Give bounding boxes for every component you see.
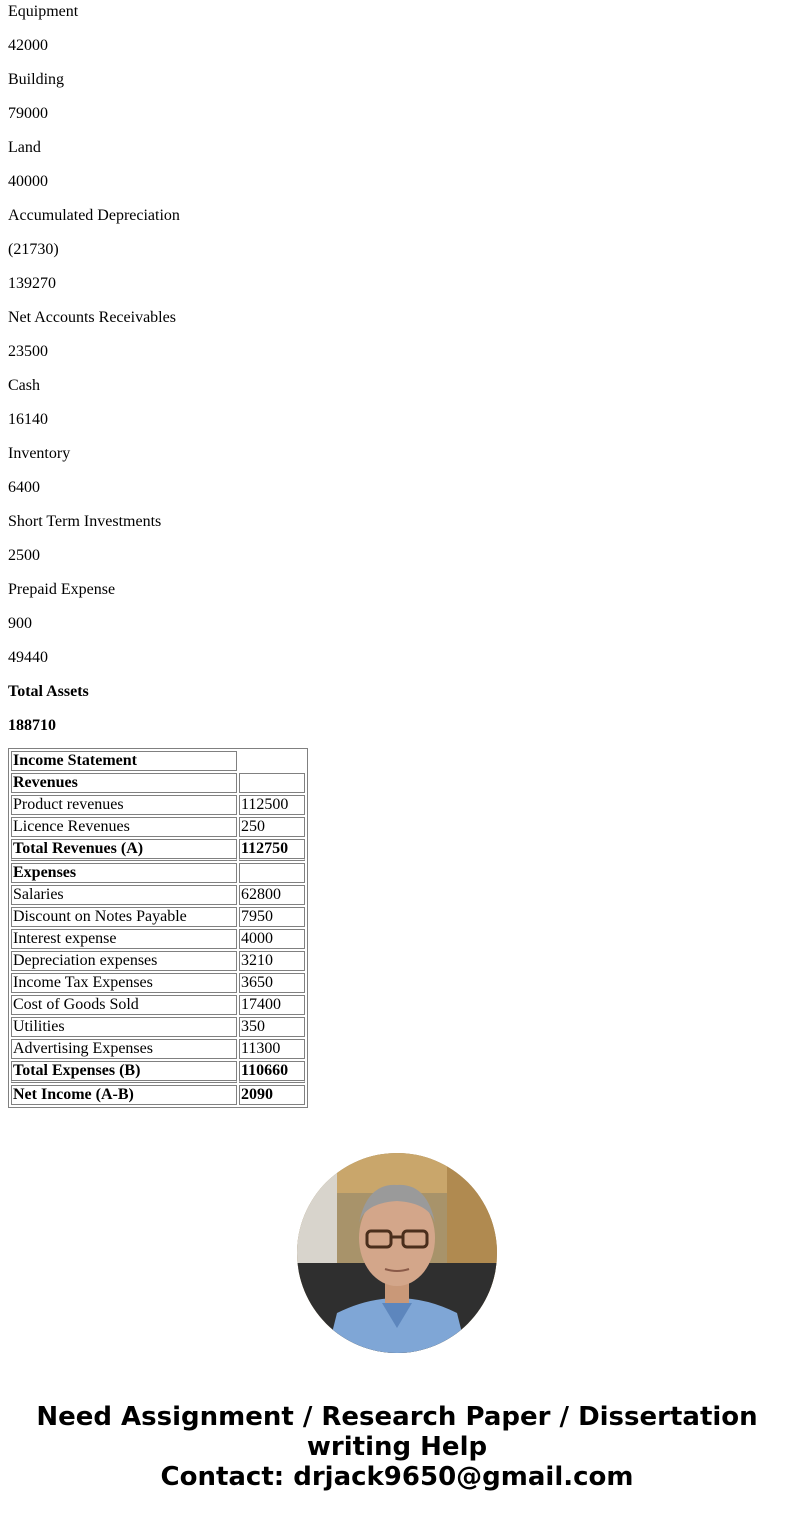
balance-line: Short Term Investments xyxy=(8,513,162,530)
avatar xyxy=(297,1153,497,1353)
row-label: Advertising Expenses xyxy=(11,1039,237,1059)
promo-contact: Contact: drjack9650@gmail.com xyxy=(160,1462,634,1492)
balance-line: 900 xyxy=(8,615,32,632)
table-row xyxy=(11,817,305,837)
balance-line: Land xyxy=(8,139,41,156)
balance-line: Accumulated Depreciation xyxy=(8,207,180,224)
balance-line: 40000 xyxy=(8,173,48,190)
table-row xyxy=(11,773,305,793)
promo-line-1: Need Assignment / Research Paper / Dissertation xyxy=(36,1402,758,1432)
row-value: 17400 xyxy=(239,995,305,1015)
row-value: 2090 xyxy=(239,1085,305,1105)
row-value: 112500 xyxy=(239,795,305,815)
table-row xyxy=(11,1017,305,1037)
income-title: Income Statement xyxy=(11,751,237,771)
row-label: Total Expenses (B) xyxy=(11,1061,237,1083)
table-row xyxy=(11,929,305,949)
balance-line: 188710 xyxy=(8,717,56,734)
table-row xyxy=(11,839,305,861)
balance-sheet-lines xyxy=(8,0,786,748)
balance-line: 6400 xyxy=(8,479,40,496)
balance-line: Building xyxy=(8,71,65,88)
balance-line: 139270 xyxy=(8,275,56,292)
row-label: Salaries xyxy=(11,885,237,905)
row-label: Licence Revenues xyxy=(11,817,237,837)
row-value: 112750 xyxy=(239,839,305,861)
row-label: Net Income (A-B) xyxy=(11,1085,237,1105)
row-label: Total Revenues (A) xyxy=(11,839,237,861)
row-value: 110660 xyxy=(239,1061,305,1083)
balance-line: 16140 xyxy=(8,411,48,428)
row-label: Utilities xyxy=(11,1017,237,1037)
balance-line: Inventory xyxy=(8,445,71,462)
row-value: 7950 xyxy=(239,907,305,927)
balance-line: (21730) xyxy=(8,241,59,258)
promo-banner xyxy=(0,1402,794,1492)
balance-line: 49440 xyxy=(8,649,48,666)
row-value: 11300 xyxy=(239,1039,305,1059)
row-value: 3650 xyxy=(239,973,305,993)
balance-line: Cash xyxy=(8,377,40,394)
row-value: 4000 xyxy=(239,929,305,949)
income-statement-table xyxy=(8,748,308,1108)
balance-line: 23500 xyxy=(8,343,48,360)
table-row xyxy=(11,1039,305,1059)
balance-line: 2500 xyxy=(8,547,40,564)
row-label: Cost of Goods Sold xyxy=(11,995,237,1015)
table-row xyxy=(11,863,305,883)
row-label: Product revenues xyxy=(11,795,237,815)
balance-line: 79000 xyxy=(8,105,48,122)
balance-line: 42000 xyxy=(8,37,48,54)
row-value: 250 xyxy=(239,817,305,837)
balance-line: Prepaid Expense xyxy=(8,581,116,598)
row-label: Discount on Notes Payable xyxy=(11,907,237,927)
table-row xyxy=(11,885,305,905)
row-value: 3210 xyxy=(239,951,305,971)
balance-line: Equipment xyxy=(8,3,79,20)
table-row xyxy=(11,973,305,993)
row-label: Interest expense xyxy=(11,929,237,949)
row-value: 62800 xyxy=(239,885,305,905)
promo-line-2: writing Help xyxy=(306,1432,488,1462)
income-title-row xyxy=(11,751,305,771)
row-value: 350 xyxy=(239,1017,305,1037)
table-row xyxy=(11,951,305,971)
balance-line: Total Assets xyxy=(8,683,89,700)
row-label: Income Tax Expenses xyxy=(11,973,237,993)
table-row xyxy=(11,995,305,1015)
document-body xyxy=(8,0,786,1108)
row-label: Revenues xyxy=(11,773,237,793)
income-title-empty xyxy=(239,751,305,771)
table-row xyxy=(11,1061,305,1083)
row-value xyxy=(239,773,305,793)
table-row xyxy=(11,907,305,927)
person-photo-icon xyxy=(297,1153,497,1353)
row-value xyxy=(239,863,305,883)
row-label: Expenses xyxy=(11,863,237,883)
balance-line: Net Accounts Receivables xyxy=(8,309,176,326)
table-row xyxy=(11,795,305,815)
table-row xyxy=(11,1085,305,1105)
row-label: Depreciation expenses xyxy=(11,951,237,971)
